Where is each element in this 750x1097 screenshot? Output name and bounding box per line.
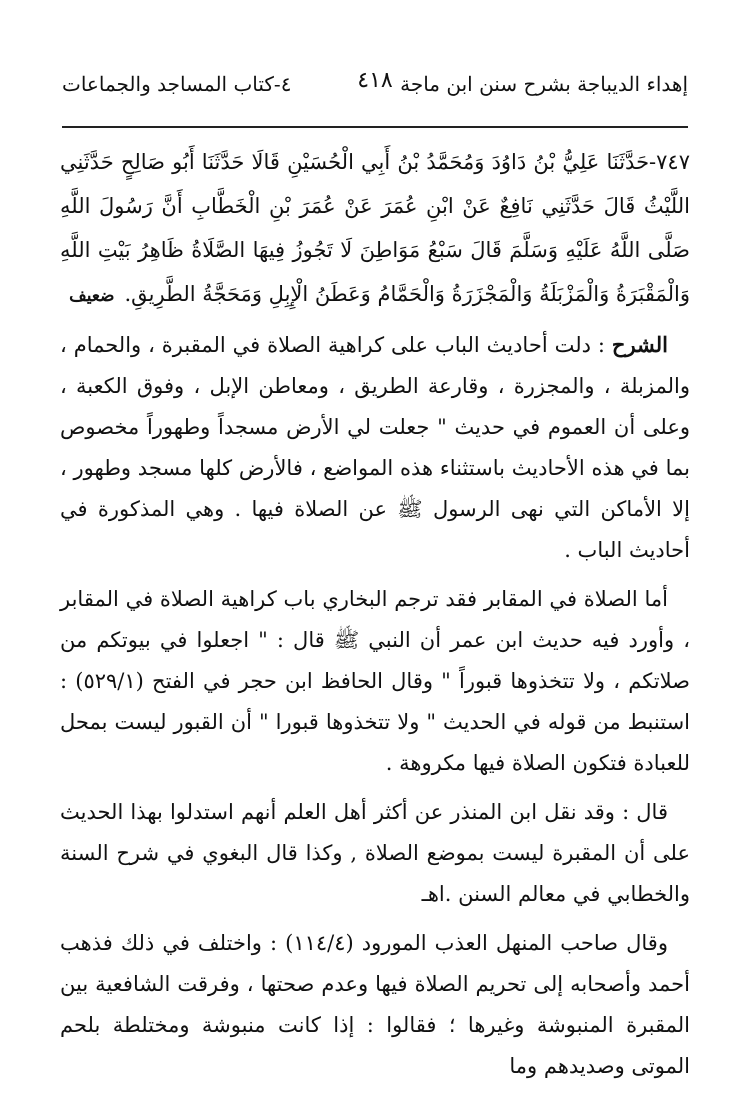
chapter-title: ٤-كتاب المساجد والجماعات (62, 72, 292, 96)
commentary-intro (60, 324, 690, 571)
hadith-block (60, 140, 690, 318)
commentary-paragraph-graves: أما الصلاة في المقابر فقد ترجم البخاري باب كراهية الصلاة في المقابر ، وأورد فيه حديث ابن عمر أن النبي ﷺ قال : " اجعلوا في بيوتكم من صلاتكم ، ولا تتخذوها قبوراً " وقال الحافظ ابن حجر في الفتح (٥٢٩/١) : استنبط من قوله في الحديث " ولا تتخذوها قبورا " أن القبور ليست بمحل للعبادة فتكون الصلاة فيها مكروهة . (60, 587, 690, 775)
commentary-paragraph-ibn-almundhir: قال : وقد نقل ابن المنذر عن أكثر أهل العلم أنهم استدلوا بهذا الحديث على أن المقبرة ليست بموضع الصلاة , وكذا قال البغوي في شرح السنة والخطابي في معالم السنن .اهـ (60, 800, 690, 906)
page-header (62, 64, 688, 104)
book-title: إهداء الديباجة بشرح سنن ابن ماجة (400, 72, 688, 96)
page-body (60, 140, 690, 1087)
hadith-grade: ضعيف (69, 286, 115, 306)
commentary-intro-text: : دلت أحاديث الباب على كراهية الصلاة في المقبرة ، والحمام ، والمزبلة ، والمجزرة ، وقارعة الطريق ، ومعاطن الإبل ، وفوق الكعبة ، وعلى أن العموم في حديث " جعلت لي الأرض مسجداً وطهوراً مخصوص بما في هذه الأحاديث باستثناء هذه المواضع ، فالأرض كلها مسجد وطهور ، إلا الأماكن التي نهى الرسول ﷺ عن الصلاة فيها . وهي المذكورة في أحاديث الباب . (60, 333, 690, 562)
commentary-label: الشرح (611, 332, 668, 357)
header-divider (62, 126, 688, 128)
page-number: ٤١٨ (357, 68, 393, 93)
commentary-paragraph-almanhal: وقال صاحب المنهل العذب المورود (١١٤/٤) : واختلف في ذلك فذهب أحمد وأصحابه إلى تحريم الصلاة فيها وعدم صحتها ، وفرقت الشافعية بين المقبرة المنبوشة وغيرها ؛ فقالوا : إذا كانت منبوشة ومختلطة بلحم الموتى وصديدهم وما (60, 931, 690, 1078)
hadith-text: ٧٤٧-حَدَّثَنَا عَلِيُّ بْنُ دَاوُدَ وَمُحَمَّدُ بْنُ أَبِي الْحُسَيْنِ قَالَا حَدَّثَنَا أَبُو صَالِحٍ حَدَّثَنِي اللَّيْثُ قَالَ حَدَّثَنِي نَافِعٌ عَنْ ابْنِ عُمَرَ عَنْ عُمَرَ بْنِ الْخَطَّابِ أَنَّ رَسُولَ اللَّهِ صَلَّى اللَّهُ عَلَيْهِ وَسَلَّمَ قَالَ سَبْعُ مَوَاطِنَ لَا تَجُوزُ فِيهَا الصَّلَاةُ ظَاهِرُ بَيْتِ اللَّهِ وَالْمَقْبَرَةُ وَالْمَزْبَلَةُ وَالْمَجْزَرَةُ وَالْحَمَّامُ وَعَطَنُ الْإِبِلِ وَمَحَجَّةُ الطَّرِيقِ. (60, 150, 690, 306)
